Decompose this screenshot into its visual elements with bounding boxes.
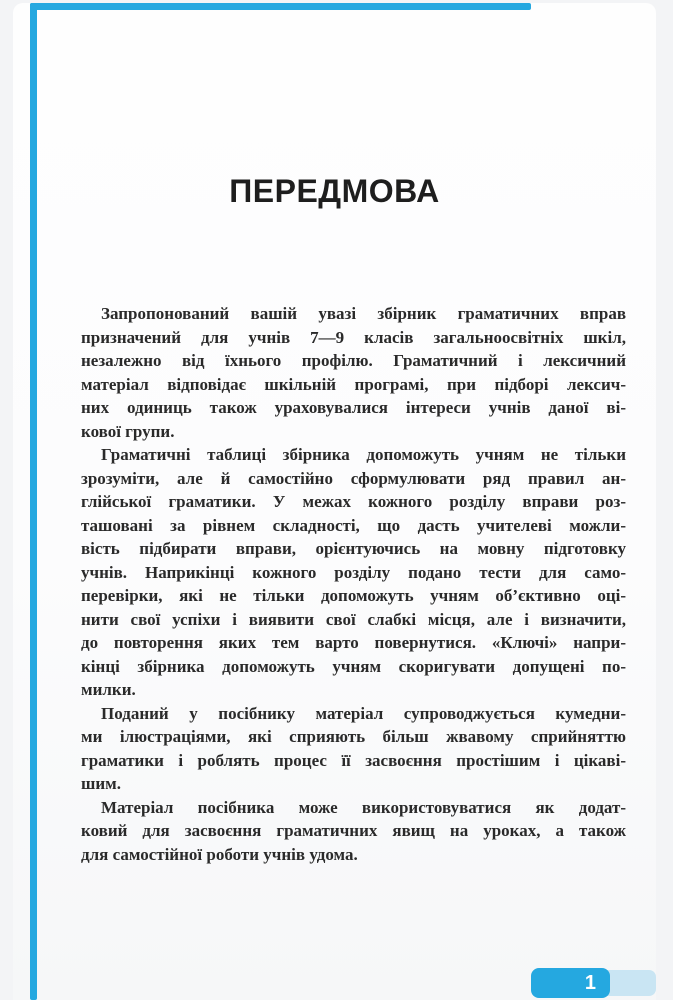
text-line: Запропонований вашій увазі збірник граматичних вправ [101,304,626,323]
text-line: для самостійної роботи учнів удома. [81,844,358,864]
text-line: шим. [81,774,121,793]
text-line: кової групи. [81,421,175,441]
text-line: кінці збірника допоможуть учням скоригувати допущені по- [81,656,626,676]
text-line: Поданий у посібнику матеріал супроводжується кумедни- [101,703,626,723]
text-line: них одиниць також ураховувалися інтереси учнів даної ві- [81,398,626,417]
text-line: до повторення яких тем варто повернутися. «Ключі» напри- [81,633,626,652]
text-line: учнів. Наприкінці кожного розділу подано тести для само- [81,562,626,582]
preface-body [81,302,626,866]
text-line: Матеріал посібника може використовуватися як додат- [101,797,626,817]
text-line: граматики і роблять процес її засвоєння простішим і цікаві- [81,750,626,770]
text-line: незалежно від їхнього профілю. Граматичний і лексичний [81,351,626,370]
text-line: нити свої успіхи і виявити свої слабкі місця, але і визначити, [81,609,626,629]
page-number-tab [531,968,610,998]
page-frame-top-rule [30,3,531,10]
text-line: зрозуміти, але й самостійно сформулювати ряд правил ан- [81,468,626,488]
text-line: глійської граматики. У межах кожного розділу вправи роз- [81,492,626,511]
page-title: ПЕРЕДМОВА [229,173,440,209]
page-number: 1 [584,972,596,994]
page-sheet [13,3,656,1000]
text-line: ковий для засвоєння граматичних явищ на уроках, а також [81,821,626,840]
text-line: призначений для учнів 7—9 класів загальноосвітніх шкіл, [81,327,626,347]
text-line: ташовані за рівнем складності, що дасть учителеві можли- [81,515,626,535]
text-line: вість підбирати вправи, орієнтуючись на мовну підготовку [81,539,626,558]
text-line: ми ілюстраціями, які сприяють більш жвавому сприйняттю [81,727,626,746]
page-frame-left-rule [30,3,37,1000]
text-line: Граматичні таблиці збірника допоможуть учням не тільки [101,445,626,464]
text-line: перевірки, які не тільки допоможуть учням об’єктивно оці- [81,586,626,605]
text-line: матеріал відповідає шкільній програмі, при підборі лексич- [81,374,626,394]
text-line: милки. [81,680,136,699]
